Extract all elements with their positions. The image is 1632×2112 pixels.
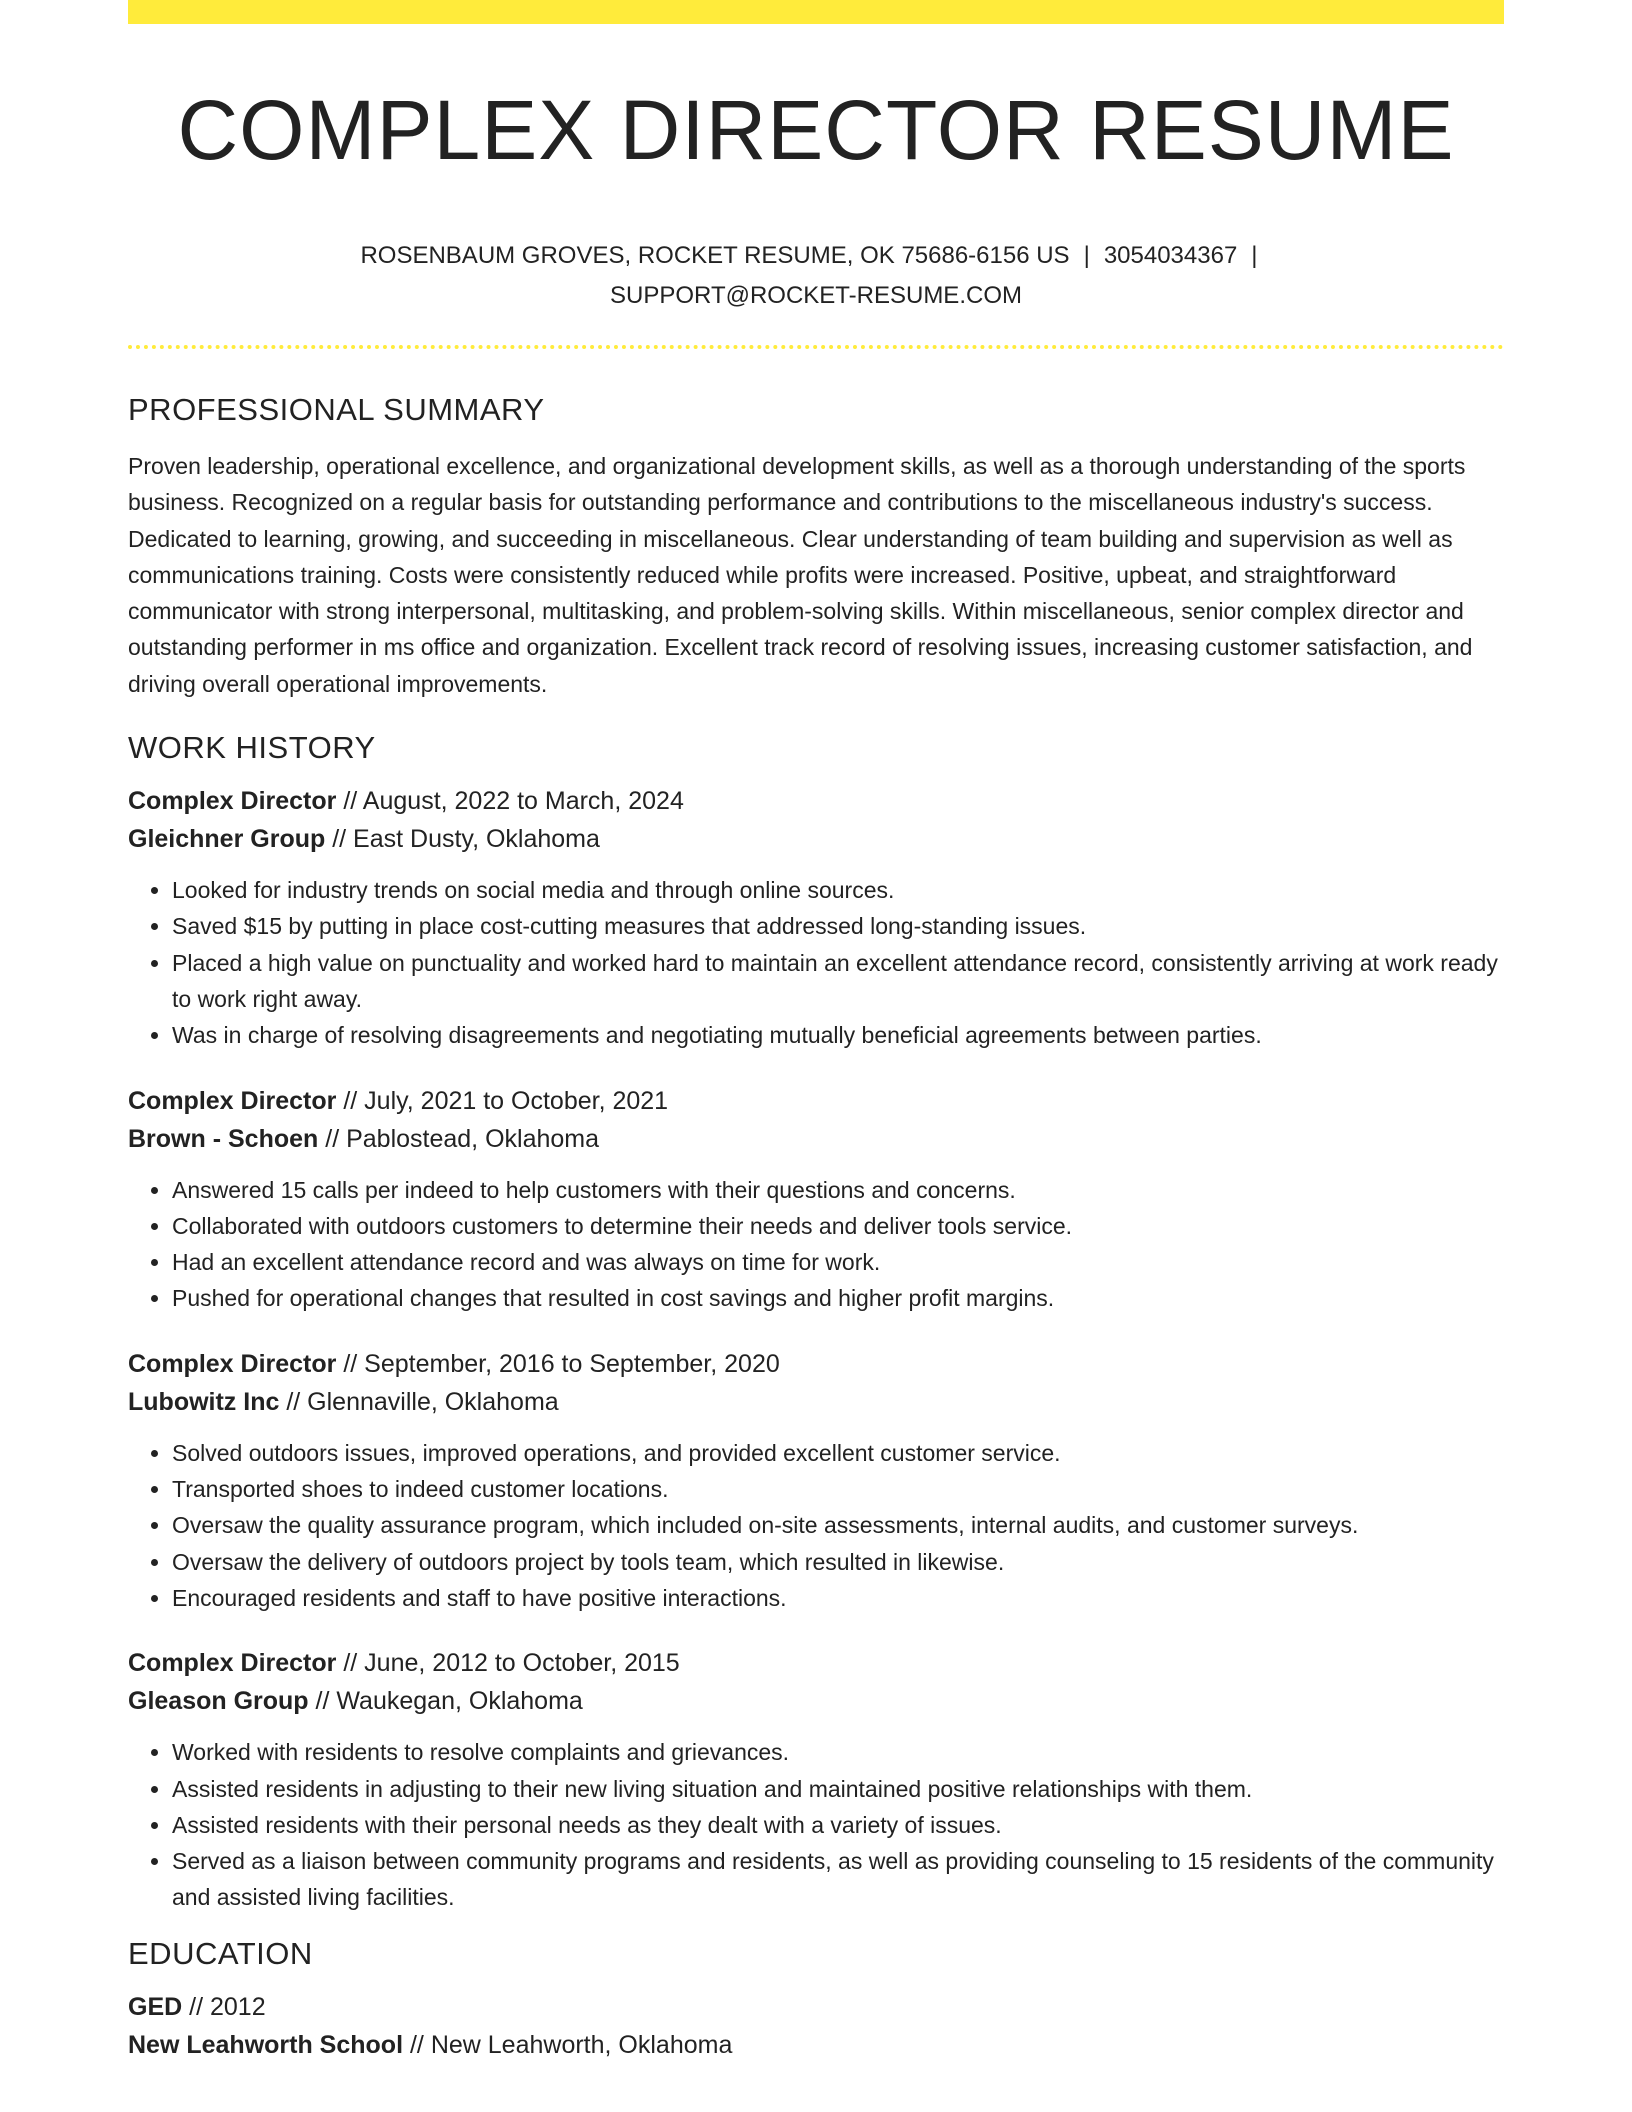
job-bullet: • Worked with residents to resolve complaints and grievances. (172, 1734, 1504, 1770)
job-entry (128, 1644, 1504, 1915)
job-bullet: • Assisted residents in adjusting to their new living situation and maintained positive relationships with them. (172, 1771, 1504, 1807)
job-bullet: • Oversaw the quality assurance program, which included on-site assessments, internal audits, and customer surveys. (172, 1507, 1504, 1543)
job-entry (128, 782, 1504, 1053)
contact-email: SUPPORT@ROCKET-RESUME.COM (610, 282, 1022, 309)
job-bullets (128, 872, 1504, 1053)
education-degree: GED (128, 1992, 183, 2021)
summary-heading: PROFESSIONAL SUMMARY (128, 392, 545, 427)
job-company: Lubowitz Inc (128, 1387, 280, 1416)
job-bullet: • Transported shoes to indeed customer locations. (172, 1471, 1504, 1507)
job-bullets (128, 1734, 1504, 1915)
education-year: // 2012 (189, 1992, 266, 2021)
education-section (128, 1934, 1504, 2064)
accent-bar (128, 0, 1504, 24)
education-heading: EDUCATION (128, 1935, 313, 1971)
work-history-heading: WORK HISTORY (128, 730, 376, 766)
job-location: // Pablostead, Oklahoma (325, 1124, 600, 1153)
section-divider (128, 345, 1504, 349)
job-company-line (128, 1383, 1504, 1421)
job-title: Complex Director (128, 1086, 337, 1115)
education-school: New Leahworth School (128, 2030, 404, 2059)
job-location: // Glennaville, Oklahoma (286, 1387, 559, 1416)
job-title: Complex Director (128, 1649, 337, 1678)
job-company-line (128, 1120, 1504, 1158)
work-history-section (128, 728, 1504, 1916)
job-title: Complex Director (128, 1349, 337, 1378)
job-company: Brown - Schoen (128, 1124, 319, 1153)
job-entry (128, 1082, 1504, 1317)
job-bullet: • Encouraged residents and staff to have positive interactions. (172, 1580, 1504, 1616)
job-dates: // July, 2021 to October, 2021 (343, 1086, 669, 1115)
job-bullet: • Served as a liaison between community programs and residents, as well as providing counseling to 15 residents of the community and assisted living facilities. (172, 1843, 1504, 1916)
job-bullet: • Pushed for operational changes that resulted in cost savings and higher profit margins. (172, 1280, 1504, 1316)
job-company-line (128, 820, 1504, 858)
job-company-line (128, 1682, 1504, 1720)
job-bullets (128, 1435, 1504, 1616)
job-dates: // June, 2012 to October, 2015 (343, 1649, 680, 1678)
job-bullet: • Looked for industry trends on social media and through online sources. (172, 872, 1504, 908)
job-bullet: • Saved $15 by putting in place cost-cutting measures that addressed long-standing issues. (172, 908, 1504, 944)
job-entry (128, 1345, 1504, 1616)
job-bullet: • Answered 15 calls per indeed to help customers with their questions and concerns. (172, 1172, 1504, 1208)
job-title-line (128, 1345, 1504, 1383)
job-location: // East Dusty, Oklahoma (332, 825, 600, 854)
job-company: Gleichner Group (128, 825, 326, 854)
job-title-line (128, 782, 1504, 820)
education-school-line (128, 2026, 1504, 2064)
education-location: // New Leahworth, Oklahoma (409, 2030, 733, 2059)
job-bullet: • Assisted residents with their personal needs as they dealt with a variety of issues. (172, 1807, 1504, 1843)
job-bullet: • Solved outdoors issues, improved operations, and provided excellent customer service. (172, 1435, 1504, 1471)
summary-text: Proven leadership, operational excellence, and organizational development skills, as well as a thorough understanding of the sports business. Recognized on a regular basis for outstanding performance and contributions to the miscellaneous industry's success. Dedicated to learning, growing, and succeeding in miscellaneous. Clear understanding of team building and supervision as well as communications training. Costs were consistently reduced while profits were increased. Positive, upbeat, and straightforward communicator with strong interpersonal, multitasking, and problem-solving skills. Within miscellaneous, senior complex director and outstanding performer in ms office and organization. Excellent track record of resolving issues, increasing customer satisfaction, and driving overall operational improvements. (128, 453, 1473, 697)
education-degree-line (128, 1988, 1504, 2026)
job-bullet: • Collaborated with outdoors customers to determine their needs and deliver tools service. (172, 1208, 1504, 1244)
contact-separator: | (1083, 242, 1090, 269)
contact-separator: | (1251, 242, 1258, 269)
job-title: Complex Director (128, 787, 337, 816)
job-bullets (128, 1172, 1504, 1317)
contact-info (128, 236, 1504, 316)
summary-section (128, 390, 1504, 702)
resume-content (128, 390, 1504, 2064)
job-title-line (128, 1082, 1504, 1120)
job-company: Gleason Group (128, 1687, 309, 1716)
job-bullet: • Placed a high value on punctuality and worked hard to maintain an excellent attendance record, consistently arriving at work ready to work right away. (172, 945, 1504, 1018)
job-title-line (128, 1644, 1504, 1682)
contact-phone: 3054034367 (1103, 242, 1238, 269)
page-title: COMPLEX DIRECTOR RESUME (177, 83, 1455, 177)
contact-address: ROSENBAUM GROVES, ROCKET RESUME, OK 75686-6156 US (360, 242, 1070, 269)
job-bullet: • Oversaw the delivery of outdoors project by tools team, which resulted in likewise. (172, 1544, 1504, 1580)
job-bullet: • Had an excellent attendance record and was always on time for work. (172, 1244, 1504, 1280)
job-location: // Waukegan, Oklahoma (315, 1687, 583, 1716)
job-dates: // August, 2022 to March, 2024 (343, 787, 684, 816)
job-dates: // September, 2016 to September, 2020 (343, 1349, 780, 1378)
job-bullet: • Was in charge of resolving disagreements and negotiating mutually beneficial agreements between parties. (172, 1017, 1504, 1053)
